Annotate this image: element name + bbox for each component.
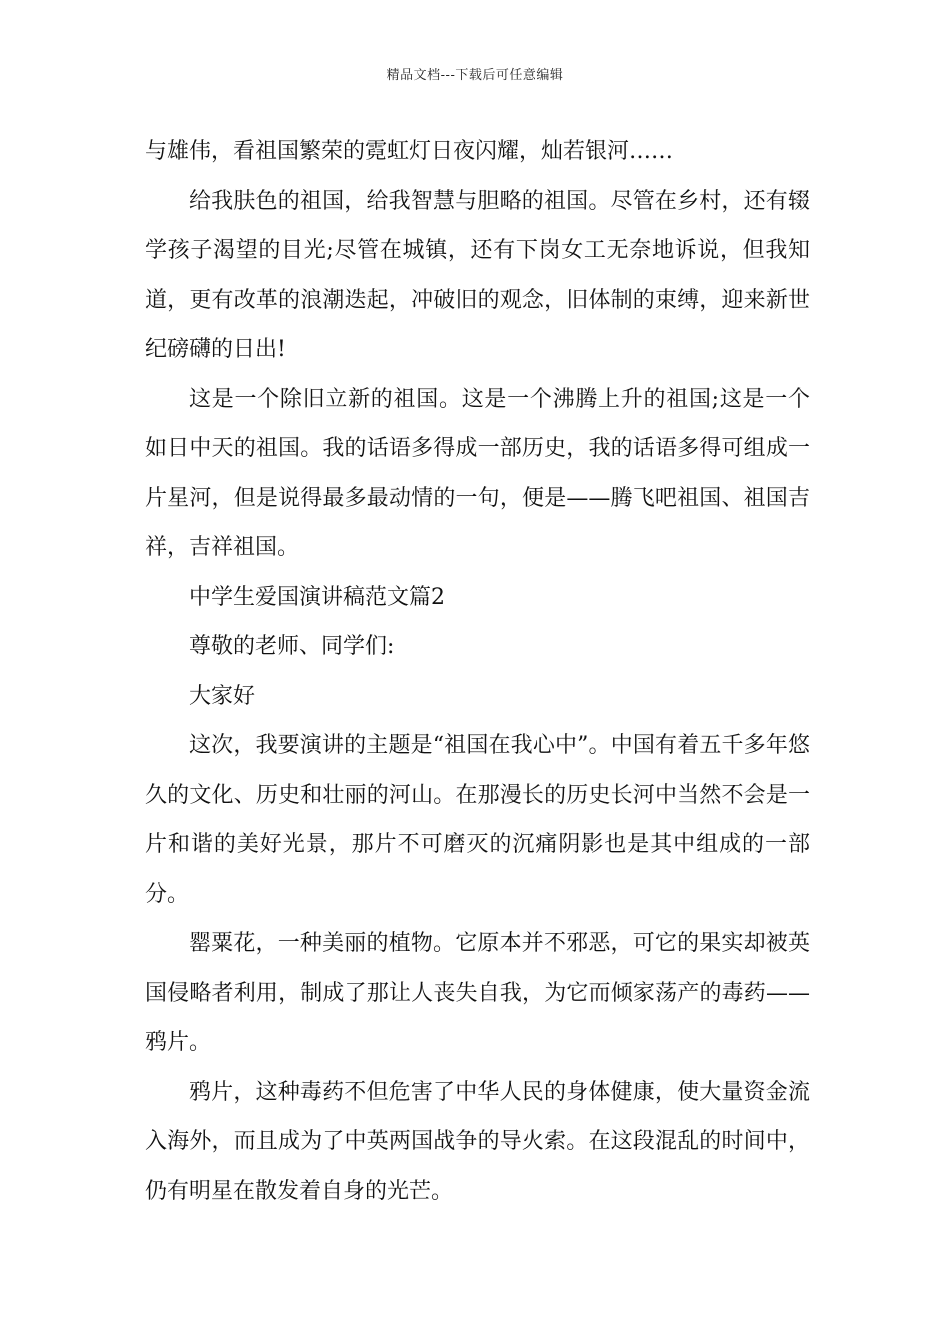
paragraph: 这次，我要演讲的主题是“祖国在我心中”。中国有着五千多年悠久的文化、历史和壮丽的河山。在那漫长的历史长河中当然不会是一片和谐的美好光景，那片不可磨灭的沉痛阴影也是其中组成的一部分。	[145, 733, 810, 907]
greeting: 大家好	[189, 683, 256, 709]
paragraph: 给我肤色的祖国，给我智慧与胆略的祖国。尽管在乡村，还有辍学孩子渴望的目光;尽管在城镇，还有下岗女工无奈地诉说，但我知道，更有改革的浪潮迭起，冲破旧的观念，旧体制的束缚，迎来新世纪磅礴的日出!	[145, 188, 810, 362]
section-heading: 中学生爱国演讲稿范文篇2	[189, 584, 445, 610]
paragraph: 罂粟花，一种美丽的植物。它原本并不邪恶，可它的果实却被英国侵略者利用，制成了那让人丧失自我，为它而倾家荡产的毒药——鸦片。	[145, 931, 810, 1055]
document-body	[145, 127, 810, 1216]
page-header: 精品文档---下载后可任意编辑	[386, 68, 564, 83]
paragraph: 鸦片，这种毒药不但危害了中华人民的身体健康，使大量资金流入海外，而且成为了中英两国战争的导火索。在这段混乱的时间中，仍有明星在散发着自身的光芒。	[145, 1079, 810, 1204]
salutation: 尊敬的老师、同学们:	[189, 634, 395, 659]
paragraph: 这是一个除旧立新的祖国。这是一个沸腾上升的祖国;这是一个如日中天的祖国。我的话语多得成一部历史，我的话语多得可组成一片星河，但是说得最多最动情的一句，便是——腾飞吧祖国、祖国吉祥，吉祥祖国。	[145, 386, 810, 560]
paragraph-continuation: 与雄伟，看祖国繁荣的霓虹灯日夜闪耀，灿若银河……	[145, 139, 674, 164]
